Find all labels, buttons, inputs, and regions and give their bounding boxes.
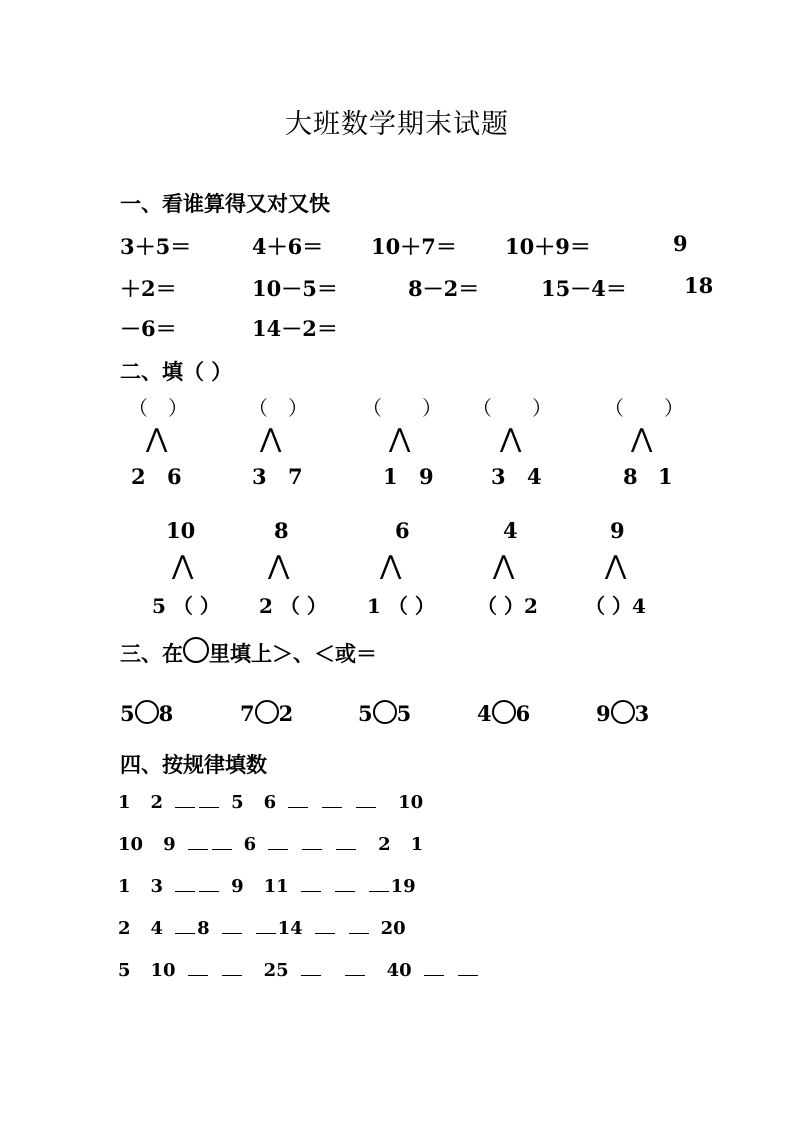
compare-circle-icon[interactable]: [135, 700, 159, 724]
sequence-row-3: 1 3 9 11 19: [118, 876, 416, 897]
bond-wedge: ⋀: [500, 424, 522, 454]
answer-blank[interactable]: [424, 962, 444, 976]
bond-whole: 4: [503, 518, 518, 543]
bond-whole: 6: [395, 518, 410, 543]
compare-item: [596, 700, 649, 726]
bond-whole: 10: [166, 518, 196, 543]
answer-blank[interactable]: [199, 878, 219, 892]
bond-whole: 8: [274, 518, 289, 543]
section-4-heading: 四、按规律填数: [120, 752, 267, 777]
answer-blank[interactable]: [301, 962, 321, 976]
bond-wedge: ⋀: [380, 551, 402, 581]
problem: 14－2＝: [252, 316, 338, 341]
compare-item: [477, 700, 530, 726]
compare-left: 4: [477, 701, 492, 726]
answer-blank[interactable]: [356, 794, 376, 808]
section-3-heading: [120, 637, 377, 668]
compare-left: 5: [120, 701, 135, 726]
answer-blank[interactable]: [175, 920, 195, 934]
section-3-heading-suffix: 里填上＞、＜或＝: [209, 641, 377, 666]
answer-blank[interactable]: [222, 962, 242, 976]
answer-blank[interactable]: [199, 794, 219, 808]
sequence-row-4: 2 4 8 14 20: [118, 918, 406, 939]
sequence-row-1: 1 2 5 6 10: [118, 792, 424, 813]
bond-blank-top: （ ）: [128, 396, 188, 420]
bond-wedge: ⋀: [260, 424, 282, 454]
answer-blank[interactable]: [335, 878, 355, 892]
bond-blank-top: （ ）: [248, 396, 308, 420]
compare-right: 3: [634, 701, 650, 726]
answer-blank[interactable]: [458, 962, 478, 976]
section-1-heading: 一、看谁算得又对又快: [120, 191, 330, 216]
bond-parts: （ ）2: [477, 594, 538, 618]
bond-part: 1: [658, 464, 673, 489]
answer-blank[interactable]: [345, 962, 365, 976]
problem: ＋2＝: [120, 276, 177, 301]
bond-part: 4: [527, 464, 542, 489]
bond-wedge: ⋀: [389, 424, 411, 454]
answer-blank[interactable]: [256, 920, 276, 934]
answer-blank[interactable]: [315, 920, 335, 934]
circle-icon: [183, 637, 209, 663]
bond-wedge: ⋀: [493, 551, 515, 581]
answer-blank[interactable]: [188, 962, 208, 976]
answer-blank[interactable]: [302, 836, 322, 850]
compare-right: 2: [278, 701, 294, 726]
bond-whole: 9: [610, 518, 625, 543]
answer-blank[interactable]: [212, 836, 232, 850]
compare-right: 8: [158, 701, 174, 726]
compare-item: [240, 700, 293, 726]
bond-part: 1: [383, 464, 398, 489]
answer-blank[interactable]: [322, 794, 342, 808]
problem: 10＋9＝: [505, 234, 591, 259]
bond-part: 9: [419, 464, 434, 489]
answer-blank[interactable]: [369, 878, 389, 892]
sequence-row-2: 10 9 6 2 1: [118, 834, 424, 855]
problem: 10－5＝: [252, 276, 338, 301]
answer-blank[interactable]: [349, 920, 369, 934]
compare-left: 5: [358, 701, 373, 726]
bond-parts: 1 （ ）: [367, 594, 435, 618]
bond-part: 2: [131, 464, 146, 489]
bond-blank-top: （ ）: [472, 396, 552, 420]
bond-parts: 5 （ ）: [152, 594, 220, 618]
answer-blank[interactable]: [268, 836, 288, 850]
compare-circle-icon[interactable]: [373, 700, 397, 724]
problem: 15－4＝: [541, 276, 627, 301]
bond-wedge: ⋀: [631, 424, 653, 454]
bond-part: 3: [491, 464, 506, 489]
bond-part: 3: [252, 464, 267, 489]
bond-part: 6: [167, 464, 182, 489]
answer-blank[interactable]: [222, 920, 242, 934]
compare-item: [358, 700, 411, 726]
bond-blank-top: （ ）: [362, 396, 442, 420]
problem: 8－2＝: [408, 276, 480, 301]
problem: －6＝: [120, 316, 177, 341]
answer-blank[interactable]: [175, 794, 195, 808]
bond-wedge: ⋀: [605, 551, 627, 581]
page-title: 大班数学期末试题: [285, 109, 509, 140]
section-3-heading-prefix: 三、在: [120, 641, 183, 666]
bond-parts: 2 （ ）: [259, 594, 327, 618]
compare-left: 7: [240, 701, 255, 726]
problem: 4＋6＝: [252, 234, 324, 259]
compare-circle-icon[interactable]: [492, 700, 516, 724]
compare-right: 6: [515, 701, 531, 726]
answer-blank[interactable]: [188, 836, 208, 850]
bond-wedge: ⋀: [172, 551, 194, 581]
answer-blank[interactable]: [288, 794, 308, 808]
problem: 18: [684, 273, 714, 298]
problem: 9: [673, 231, 688, 256]
compare-item: [120, 700, 173, 726]
bond-wedge: ⋀: [268, 551, 290, 581]
bond-part: 7: [288, 464, 303, 489]
bond-blank-top: （ ）: [604, 396, 684, 420]
answer-blank[interactable]: [336, 836, 356, 850]
bond-parts: （ ）4: [585, 594, 646, 618]
answer-blank[interactable]: [301, 878, 321, 892]
problem: 10＋7＝: [371, 234, 457, 259]
compare-right: 5: [396, 701, 412, 726]
compare-left: 9: [596, 701, 611, 726]
answer-blank[interactable]: [175, 878, 195, 892]
problem: 3＋5＝: [120, 234, 192, 259]
sequence-row-5: 5 10 25 40: [118, 960, 480, 981]
compare-circle-icon[interactable]: [611, 700, 635, 724]
section-2-heading: 二、填（ ）: [120, 359, 233, 384]
bond-wedge: ⋀: [146, 424, 168, 454]
bond-part: 8: [623, 464, 638, 489]
compare-circle-icon[interactable]: [255, 700, 279, 724]
